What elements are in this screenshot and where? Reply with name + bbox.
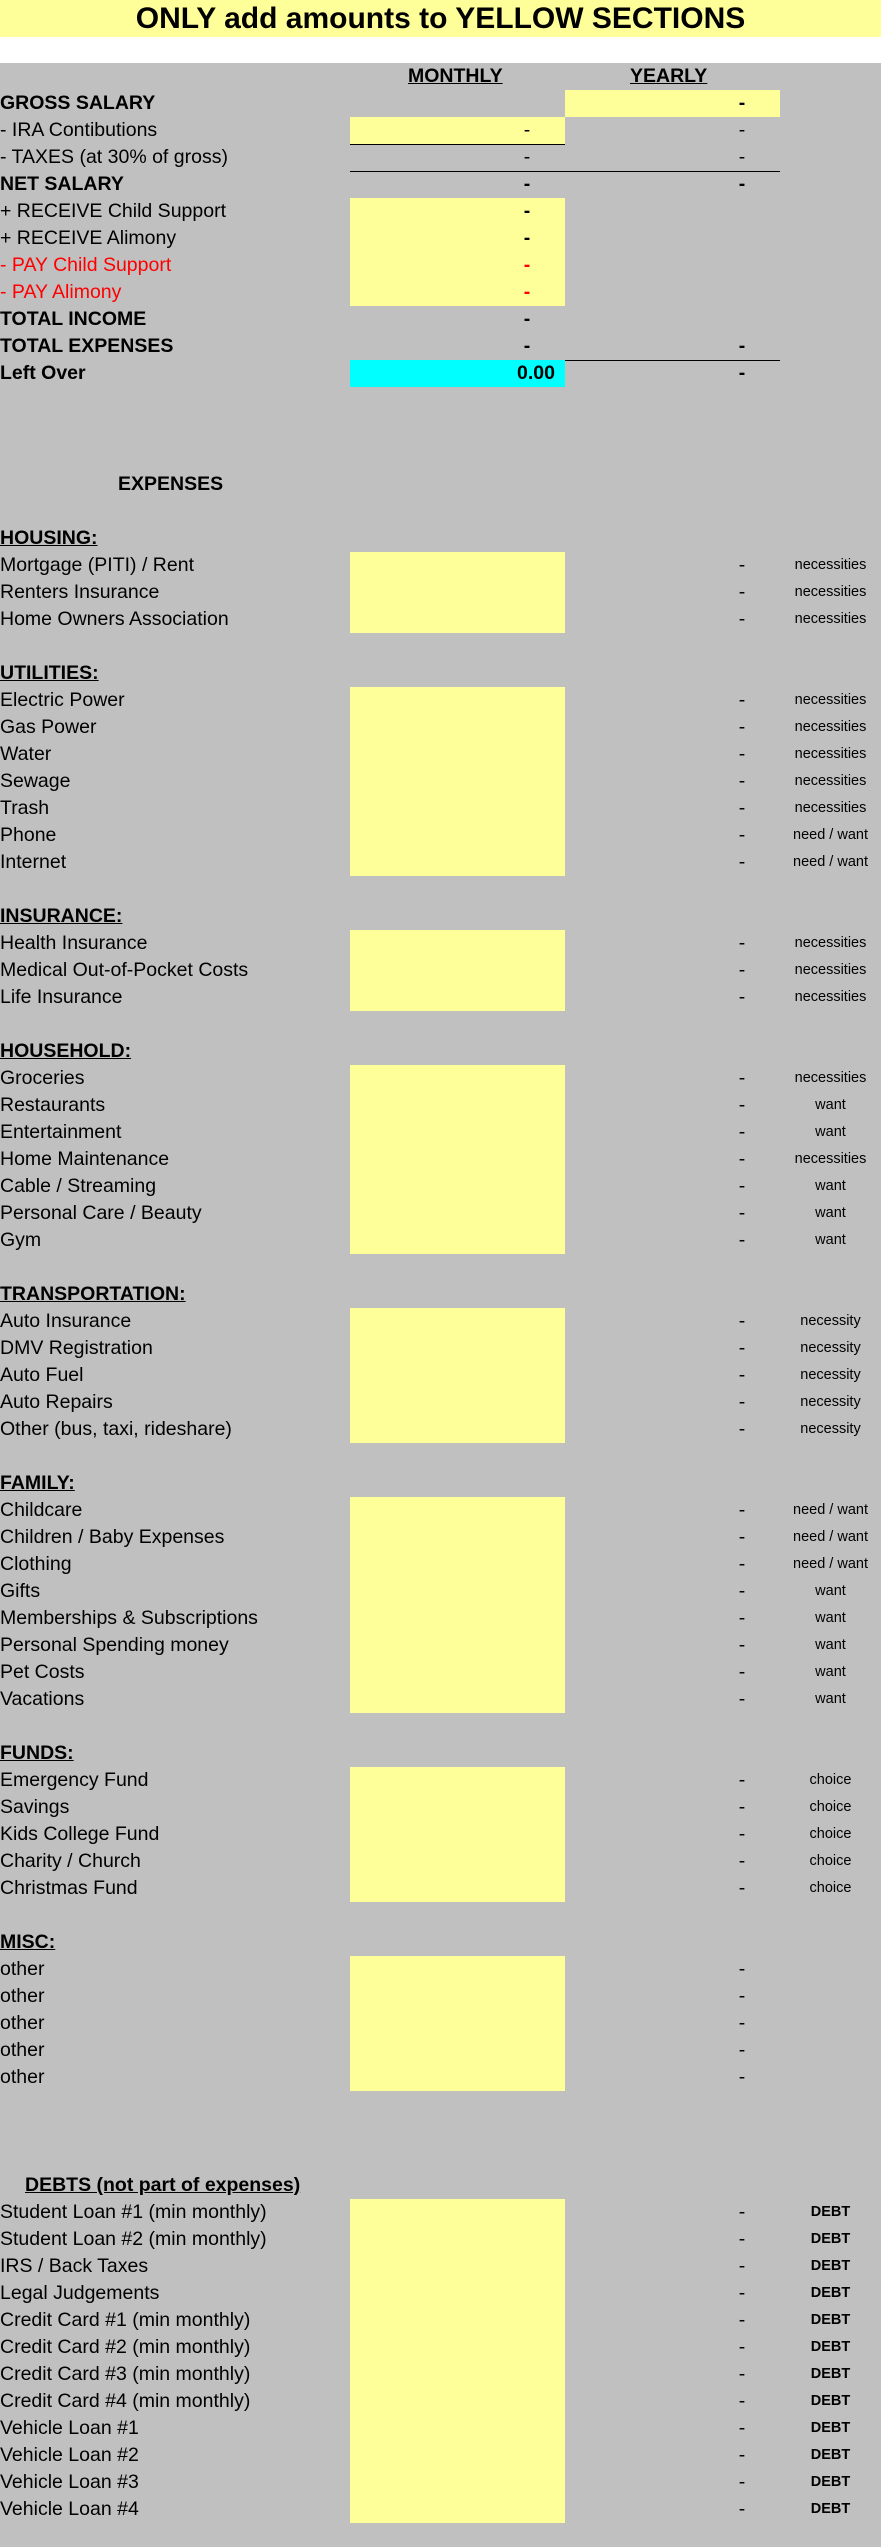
expense-label: Gifts [0,1580,41,1602]
category-note: necessities [794,692,867,708]
section-title: HOUSEHOLD: [0,1040,132,1062]
debt-row [0,2496,881,2523]
yearly-value: - [738,1310,746,1332]
debt-badge: DEBT [810,2420,851,2436]
expense-row [0,1578,881,1605]
category-note: want [815,1637,846,1653]
debt-label: Credit Card #1 (min monthly) [0,2309,251,2331]
expense-label: Kids College Fund [0,1823,160,1845]
expense-row [0,1308,881,1335]
yearly-value [727,252,757,279]
debt-label: Student Loan #2 (min monthly) [0,2228,267,2250]
debt-label: Credit Card #3 (min monthly) [0,2363,251,2385]
expense-label: Sewage [0,770,71,792]
yearly-value: - [738,2012,746,2034]
category-note: necessities [794,773,867,789]
debt-badge: DEBT [810,2366,851,2382]
yearly-value: - [738,2066,746,2088]
section-title: FUNDS: [0,1742,74,1764]
expense-row [0,1146,881,1173]
monthly-value: - [523,335,531,357]
yearly-value [727,198,757,225]
monthly-value [512,90,542,117]
summary-label: + RECEIVE Child Support [0,200,226,222]
category-note: necessity [800,1367,861,1383]
summary-label: TOTAL INCOME [0,308,147,330]
yearly-value: - [738,986,746,1008]
category-note: choice [809,1853,852,1869]
yearly-value: - [738,824,746,846]
yearly-value: - [738,119,746,141]
expense-row [0,1200,881,1227]
summary-row [0,198,881,225]
category-note: necessities [794,611,867,627]
section-title: HOUSING: [0,527,98,549]
yearly-value: - [738,770,746,792]
yearly-value: - [738,2390,746,2412]
section-title: TRANSPORTATION: [0,1283,186,1305]
category-note: want [815,1097,846,1113]
expense-label: Auto Repairs [0,1391,113,1413]
yearly-value: - [738,1877,746,1899]
summary-label: + RECEIVE Alimony [0,227,177,249]
debt-label: Vehicle Loan #3 [0,2471,139,2493]
expense-label: Life Insurance [0,986,123,1008]
yearly-value: - [738,2309,746,2331]
expense-label: Electric Power [0,689,125,711]
expense-row [0,1551,881,1578]
yearly-value: - [738,1823,746,1845]
expense-row [0,714,881,741]
expense-label: DMV Registration [0,1337,153,1359]
summary-label: - PAY Child Support [0,254,172,276]
expense-row [0,957,881,984]
yearly-value: - [738,932,746,954]
expense-row [0,741,881,768]
expense-row [0,1119,881,1146]
debt-label: Vehicle Loan #2 [0,2444,139,2466]
category-note: necessity [800,1313,861,1329]
expense-row [0,1848,881,1875]
summary-label: - TAXES (at 30% of gross) [0,146,228,168]
debt-row [0,2388,881,2415]
category-note: want [815,1124,846,1140]
yearly-value: - [738,1769,746,1791]
expense-row [0,1497,881,1524]
debt-label: Credit Card #2 (min monthly) [0,2336,251,2358]
debt-label: Vehicle Loan #1 [0,2417,139,2439]
expense-label: Auto Fuel [0,1364,84,1386]
monthly-value: - [523,227,531,249]
category-note: choice [809,1826,852,1842]
monthly-value: - [523,173,531,195]
expense-row [0,687,881,714]
expense-row [0,2064,881,2091]
debt-row [0,2280,881,2307]
expense-row [0,822,881,849]
yearly-value: - [738,1337,746,1359]
expense-label: Children / Baby Expenses [0,1526,225,1548]
category-note: need / want [793,854,868,870]
expense-label: other [0,1985,45,2007]
expense-label: Gas Power [0,716,97,738]
category-note: necessities [794,989,867,1005]
category-note: want [815,1178,846,1194]
expense-label: Home Owners Association [0,608,229,630]
yearly-value: - [738,581,746,603]
yearly-value: - [738,1796,746,1818]
expense-row [0,795,881,822]
expense-label: Personal Care / Beauty [0,1202,202,1224]
debt-label: Legal Judgements [0,2282,160,2304]
yearly-value: - [738,1553,746,1575]
expense-label: Mortgage (PITI) / Rent [0,554,194,576]
expense-label: Charity / Church [0,1850,141,1872]
summary-label: NET SALARY [0,173,124,195]
yearly-value: - [738,92,746,114]
monthly-value: - [523,308,531,330]
expense-label: Emergency Fund [0,1769,149,1791]
expense-row [0,1605,881,1632]
yearly-value: - [738,2228,746,2250]
yearly-value: - [738,851,746,873]
yearly-value: - [738,2417,746,2439]
summary-label: GROSS SALARY [0,92,156,114]
summary-row [0,279,881,306]
yearly-value: - [738,689,746,711]
expense-label: Memberships & Subscriptions [0,1607,258,1629]
expense-label: Vacations [0,1688,85,1710]
debt-row [0,2469,881,2496]
expense-row [0,579,881,606]
expense-label: Home Maintenance [0,1148,170,1170]
category-note: need / want [793,1502,868,1518]
expense-row [0,1686,881,1713]
category-note: necessity [800,1421,861,1437]
expense-row [0,1227,881,1254]
yearly-value: - [738,554,746,576]
yearly-value: - [738,1148,746,1170]
debt-badge: DEBT [810,2204,851,2220]
expense-row [0,1956,881,1983]
expense-label: Christmas Fund [0,1877,138,1899]
expense-label: Clothing [0,1553,72,1575]
section-title: FAMILY: [0,1472,75,1494]
expense-label: Medical Out-of-Pocket Costs [0,959,249,981]
expense-row [0,1983,881,2010]
monthly-value: - [523,119,531,141]
summary-label: TOTAL EXPENSES [0,335,174,357]
debt-label: IRS / Back Taxes [0,2255,149,2277]
debt-label: Credit Card #4 (min monthly) [0,2390,251,2412]
debt-row [0,2442,881,2469]
category-note: necessities [794,1151,867,1167]
yearly-value: - [738,1661,746,1683]
summary-row [0,252,881,279]
category-note: want [815,1205,846,1221]
category-note: necessities [794,800,867,816]
expense-label: Trash [0,797,50,819]
section-title: INSURANCE: [0,905,123,927]
debt-row [0,2361,881,2388]
yearly-value: - [738,2471,746,2493]
expense-row [0,849,881,876]
expense-label: Savings [0,1796,70,1818]
category-note: want [815,1583,846,1599]
summary-row [0,117,881,144]
yearly-value: - [738,2336,746,2358]
summary-label: - PAY Alimony [0,281,122,303]
yearly-value [727,279,757,306]
instruction-banner: ONLY add amounts to YELLOW SECTIONS [0,0,881,37]
expense-row [0,2010,881,2037]
summary-label: - IRA Contibutions [0,119,158,141]
yearly-value: - [738,1229,746,1251]
yearly-value: - [738,1202,746,1224]
expense-row [0,1389,881,1416]
yearly-value [727,225,757,252]
monthly-value: - [523,200,531,222]
spacer-row [0,37,881,63]
expense-label: Childcare [0,1499,83,1521]
yearly-column-header: YEARLY [630,65,708,87]
expense-label: Restaurants [0,1094,106,1116]
expense-row [0,1335,881,1362]
summary-row [0,171,881,198]
debt-badge: DEBT [810,2501,851,2517]
category-note: need / want [793,1556,868,1572]
yearly-value: - [738,335,746,357]
yearly-value: - [738,1607,746,1629]
expense-row [0,1065,881,1092]
expense-row [0,1362,881,1389]
yearly-value: - [738,2498,746,2520]
debt-row [0,2415,881,2442]
category-note: necessity [800,1394,861,1410]
expense-row [0,1632,881,1659]
expense-label: Auto Insurance [0,1310,132,1332]
expense-row [0,2037,881,2064]
expense-label: Phone [0,824,57,846]
debt-label: Vehicle Loan #4 [0,2498,139,2520]
debt-badge: DEBT [810,2231,851,2247]
yearly-value: - [738,1526,746,1548]
debt-label: Student Loan #1 (min monthly) [0,2201,267,2223]
yearly-value: - [738,959,746,981]
expense-label: Internet [0,851,67,873]
expense-label: other [0,2012,45,2034]
category-note: necessities [794,584,867,600]
debt-badge: DEBT [810,2447,851,2463]
expense-row [0,1524,881,1551]
section-title: UTILITIES: [0,662,99,684]
category-note: need / want [793,827,868,843]
category-note: necessities [794,557,867,573]
debt-row [0,2307,881,2334]
monthly-value: - [523,254,531,276]
expense-label: Pet Costs [0,1661,85,1683]
yearly-value: - [738,1499,746,1521]
expense-row [0,1416,881,1443]
yearly-value: - [738,2039,746,2061]
expense-row [0,1173,881,1200]
category-note: necessities [794,746,867,762]
expense-label: Health Insurance [0,932,148,954]
yearly-value: - [738,1391,746,1413]
expense-row [0,1875,881,1902]
yearly-value: - [738,146,746,168]
debts-title: DEBTS (not part of expenses) [25,2174,301,2196]
debt-badge: DEBT [810,2258,851,2274]
yearly-value: - [738,1985,746,2007]
yearly-value: - [738,1580,746,1602]
yearly-value: - [738,797,746,819]
summary-row [0,144,881,171]
category-note: want [815,1664,846,1680]
section-title: MISC: [0,1931,56,1953]
summary-row [0,333,881,360]
expense-row [0,1821,881,1848]
summary-row [0,360,881,387]
debt-row [0,2334,881,2361]
debt-badge: DEBT [810,2339,851,2355]
debt-badge: DEBT [810,2393,851,2409]
yearly-value: - [738,1688,746,1710]
category-note: necessities [794,962,867,978]
yearly-value: - [738,1067,746,1089]
yearly-value: - [738,1364,746,1386]
yearly-value: - [738,1958,746,1980]
yearly-value: - [738,1175,746,1197]
debt-badge: DEBT [810,2312,851,2328]
monthly-column-header: MONTHLY [408,65,503,87]
expense-row [0,1767,881,1794]
yearly-value: - [738,2363,746,2385]
yearly-value: - [738,362,746,384]
expense-label: Entertainment [0,1121,122,1143]
category-note: necessities [794,719,867,735]
expenses-title: EXPENSES [118,473,224,495]
expense-label: Groceries [0,1067,85,1089]
yearly-value: - [738,2282,746,2304]
category-note: choice [809,1799,852,1815]
expense-row [0,930,881,957]
monthly-value: - [523,146,531,168]
expense-label: Cable / Streaming [0,1175,157,1197]
expense-label: Other (bus, taxi, rideshare) [0,1418,232,1440]
expense-row [0,1092,881,1119]
yearly-value: - [738,1121,746,1143]
expense-label: other [0,2039,45,2061]
yearly-value: - [738,1418,746,1440]
expense-label: other [0,1958,45,1980]
category-note: necessity [800,1340,861,1356]
expense-row [0,552,881,579]
summary-row [0,306,881,333]
yearly-value: - [738,1634,746,1656]
yearly-value: - [738,2444,746,2466]
debt-badge: DEBT [810,2474,851,2490]
yearly-value: - [738,1850,746,1872]
yearly-value: - [738,2201,746,2223]
yearly-value: - [738,743,746,765]
yearly-value [727,306,757,333]
yearly-value: - [738,2255,746,2277]
category-note: choice [809,1772,852,1788]
debt-row [0,2226,881,2253]
expense-row [0,606,881,633]
expense-label: Personal Spending money [0,1634,229,1656]
category-note: necessities [794,935,867,951]
debt-row [0,2253,881,2280]
category-note: need / want [793,1529,868,1545]
expense-label: Renters Insurance [0,581,160,603]
summary-row [0,225,881,252]
summary-label: Left Over [0,362,86,384]
category-note: necessities [794,1070,867,1086]
category-note: want [815,1232,846,1248]
expense-row [0,768,881,795]
category-note: want [815,1610,846,1626]
summary-row [0,90,881,117]
category-note: choice [809,1880,852,1896]
yearly-value: - [738,173,746,195]
left-over-monthly-value: 0.00 [350,360,565,387]
category-note: want [815,1691,846,1707]
monthly-value: - [523,281,531,303]
expense-row [0,1794,881,1821]
yearly-value: - [738,608,746,630]
expense-label: Water [0,743,52,765]
expense-row [0,1659,881,1686]
debt-badge: DEBT [810,2285,851,2301]
debt-row [0,2199,881,2226]
yearly-value: - [738,716,746,738]
expense-label: Gym [0,1229,42,1251]
expense-label: other [0,2066,45,2088]
yearly-value: - [738,1094,746,1116]
expense-row [0,984,881,1011]
